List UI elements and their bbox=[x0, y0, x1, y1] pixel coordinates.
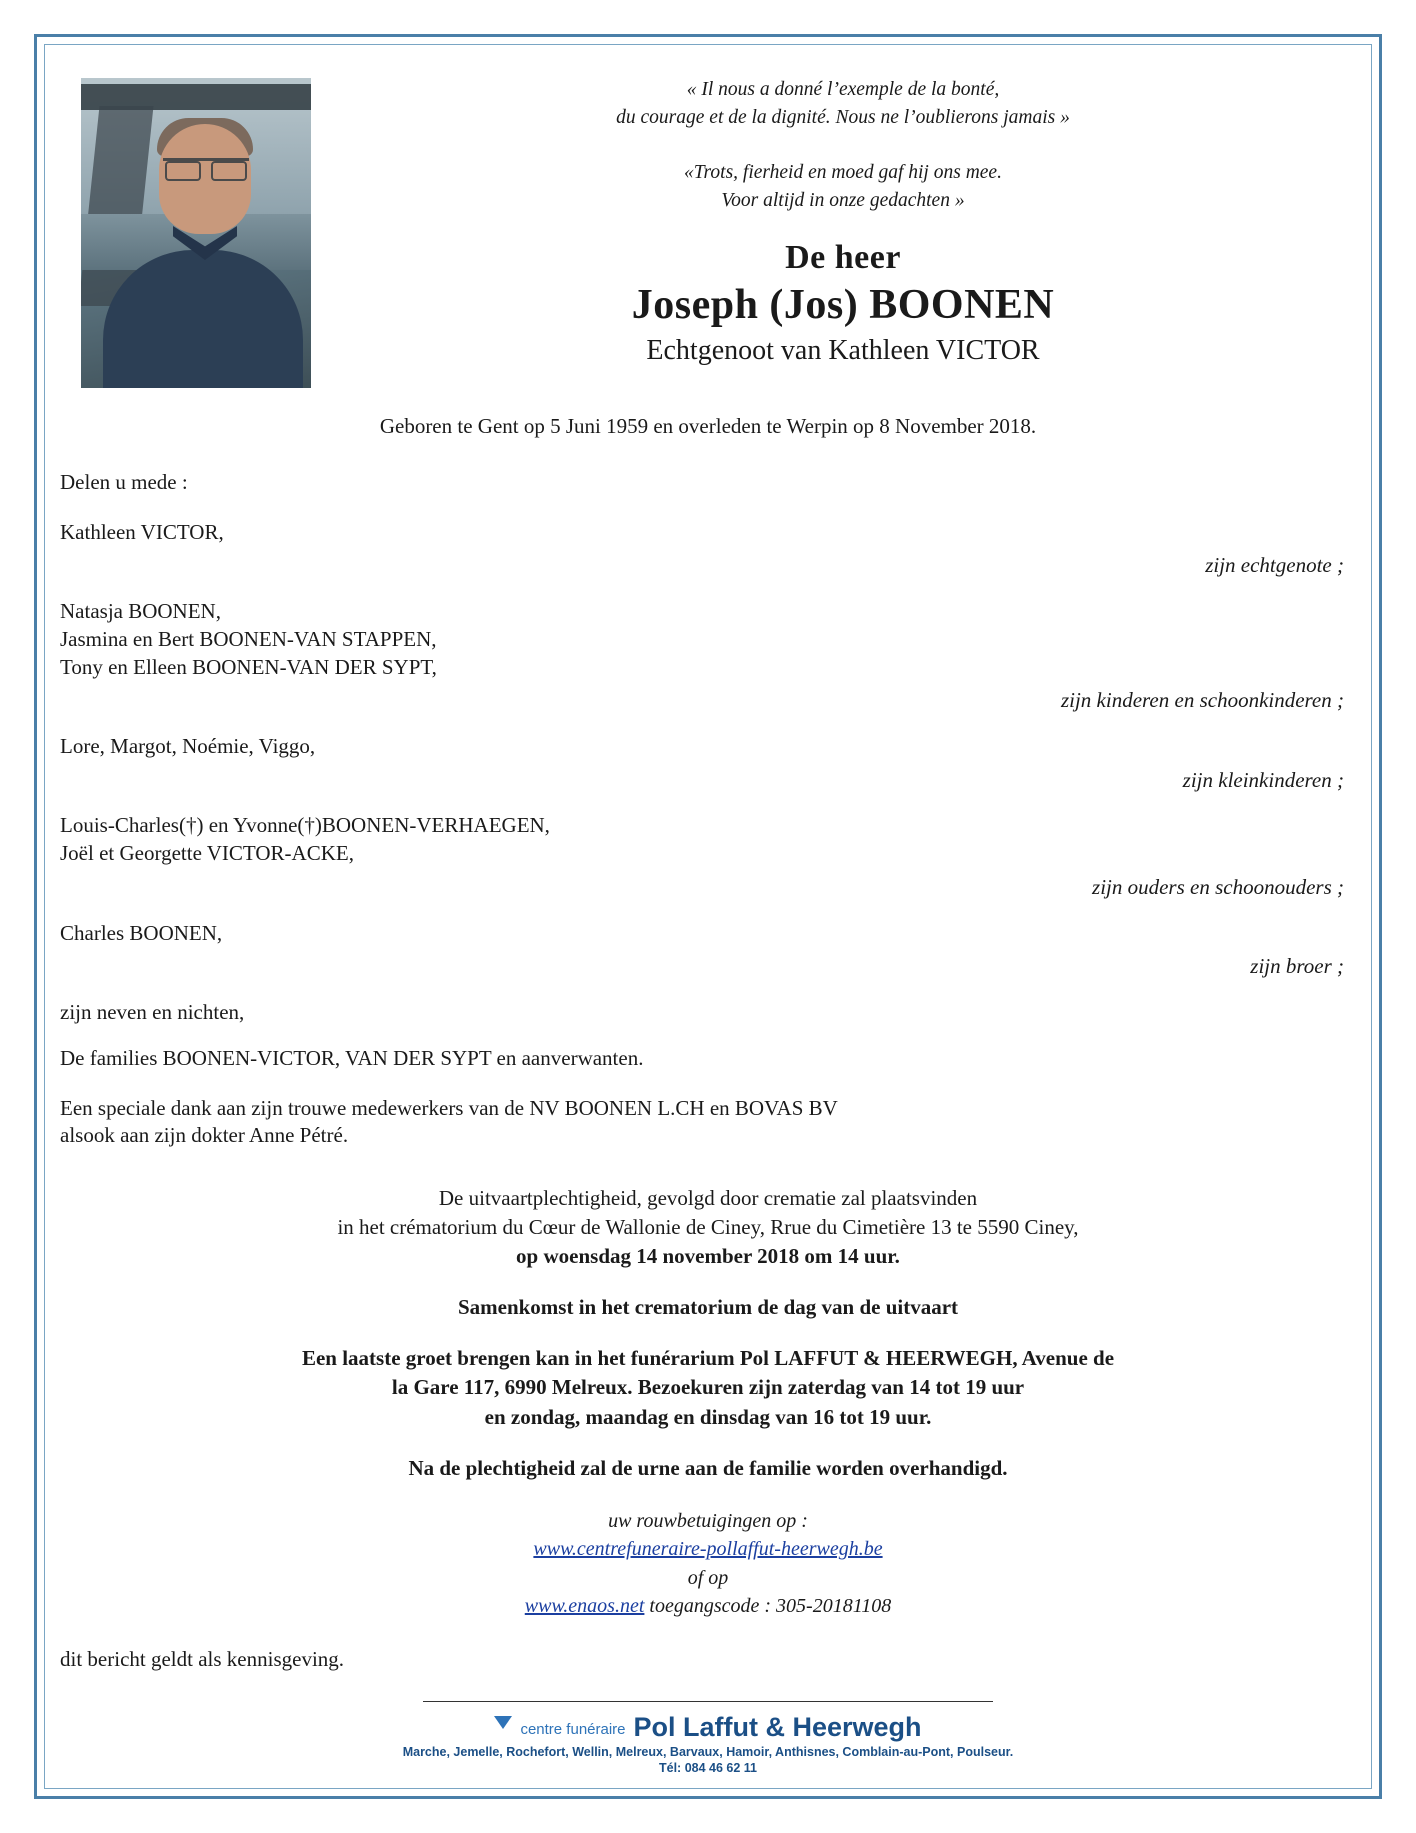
ceremony-line1: De uitvaartplechtigheid, gevolgd door crematie zal plaatsvinden bbox=[438, 1185, 978, 1210]
quotes-block bbox=[330, 58, 1356, 215]
quote-dutch-line1: «Trots, fierheid en moed gaf hij ons mee. bbox=[684, 161, 1002, 183]
visiting-hours-block bbox=[60, 1344, 1356, 1432]
thanks-line2: alsook aan zijn dokter Anne Pétré. bbox=[60, 1123, 349, 1148]
relative-role: zijn ouders en schoonouders ; bbox=[1092, 874, 1344, 899]
quote-dutch-line2: Voor altijd in onze gedachten » bbox=[721, 189, 965, 211]
portrait-photo bbox=[81, 78, 311, 388]
urn-line: Na de plechtigheid zal de urne aan de familie worden overhandigd. bbox=[408, 1456, 1008, 1481]
deceased-name: Joseph (Jos) BOONEN bbox=[631, 282, 1055, 329]
relative-group bbox=[60, 812, 1356, 901]
notice-line: dit bericht geldt als kennisgeving. bbox=[60, 1646, 345, 1671]
footer-towns: Marche, Jemelle, Rochefort, Wellin, Melreux, Barvaux, Hamoir, Anthisnes, Comblain-au-Pont, Poulseur. bbox=[402, 1745, 1014, 1759]
relative-name: Joël et Georgette VICTOR-ACKE, bbox=[60, 841, 354, 866]
relative-group bbox=[60, 598, 1356, 715]
footer-phone: Tél: 084 46 62 11 bbox=[659, 1761, 757, 1775]
announcement-intro: Delen u mede : bbox=[60, 470, 188, 494]
relative-role: zijn broer ; bbox=[1250, 954, 1344, 979]
relative-name: Kathleen VICTOR, bbox=[60, 519, 224, 544]
header-section bbox=[60, 58, 1356, 388]
logo-prefix: centre funéraire bbox=[520, 1721, 626, 1738]
condolences-connector: of op bbox=[687, 1566, 729, 1589]
relative-role: zijn echtgenote ; bbox=[1205, 553, 1344, 578]
quote-french-line1: « Il nous a donné l’exemple de la bonté, bbox=[686, 79, 1000, 100]
logo-brand: Pol Laffut & Heerwegh bbox=[633, 1712, 922, 1742]
quote-french-line2: du courage et de la dignité. Nous ne l’oublierons jamais » bbox=[616, 107, 1070, 129]
glasses-icon bbox=[163, 158, 249, 177]
relative-name: Lore, Margot, Noémie, Viggo, bbox=[60, 734, 316, 759]
nephews-line: zijn neven en nichten, bbox=[60, 1000, 245, 1025]
condolences-intro: uw rouwbetuigingen op : bbox=[608, 1510, 808, 1533]
visiting-line2: la Gare 117, 6990 Melreux. Bezoekuren zijn zaterdag van 14 tot 19 uur bbox=[391, 1375, 1025, 1400]
ceremony-line2: in het crématorium du Cœur de Wallonie de Ciney, Rrue du Cimetière 13 te 5590 Ciney, bbox=[337, 1214, 1079, 1239]
relative-role: zijn kleinkinderen ; bbox=[1182, 767, 1344, 792]
triangle-icon bbox=[494, 1716, 512, 1729]
condolences-block bbox=[60, 1507, 1356, 1621]
visiting-line1: Een laatste groet brengen kan in het funérarium Pol LAFFUT & HEERWEGH, Avenue de bbox=[301, 1345, 1115, 1370]
thanks-line1: Een speciale dank aan zijn trouwe medewerkers van de NV BOONEN L.CH en BOVAS BV bbox=[60, 1095, 838, 1120]
visiting-line3: en zondag, maandag en dinsdag van 16 tot 19 uur. bbox=[484, 1404, 932, 1429]
relative-role: zijn kinderen en schoonkinderen ; bbox=[1060, 688, 1344, 713]
relative-name: Tony en Elleen BOONEN-VAN DER SYPT, bbox=[60, 654, 437, 679]
relative-name: Jasmina en Bert BOONEN-VAN STAPPEN, bbox=[60, 626, 437, 651]
families-line: De families BOONEN-VICTOR, VAN DER SYPT en aanverwanten. bbox=[60, 1045, 644, 1070]
quote-dutch bbox=[330, 159, 1356, 216]
title-block bbox=[330, 239, 1356, 367]
condolences-link-funeraire[interactable]: www.centrefuneraire-pollaffut-heerwegh.be bbox=[533, 1538, 883, 1561]
birth-death-line: Geboren te Gent op 5 Juni 1959 en overleden te Werpin op 8 November 2018. bbox=[379, 414, 1037, 438]
relative-name: Natasja BOONEN, bbox=[60, 599, 221, 624]
relative-group bbox=[60, 733, 1356, 794]
condolences-link-enaos[interactable]: www.enaos.net bbox=[524, 1595, 645, 1618]
relative-group bbox=[60, 920, 1356, 981]
footer-section bbox=[60, 1701, 1356, 1775]
access-code: toegangscode : 305-20181108 bbox=[649, 1595, 892, 1618]
ceremony-datetime: op woensdag 14 november 2018 om 14 uur. bbox=[516, 1243, 900, 1268]
quote-french bbox=[330, 76, 1356, 133]
ceremony-block bbox=[60, 1184, 1356, 1271]
footer-divider bbox=[423, 1701, 993, 1702]
spouse-line: Echtgenoot van Kathleen VICTOR bbox=[646, 335, 1040, 367]
thanks-block bbox=[60, 1095, 1356, 1150]
funeral-home-logo bbox=[60, 1712, 1356, 1743]
gathering-line: Samenkomst in het crematorium de dag van de uitvaart bbox=[457, 1294, 959, 1319]
honorific: De heer bbox=[785, 239, 901, 277]
relative-name: Louis-Charles(†) en Yvonne(†)BOONEN-VERHAEGEN, bbox=[60, 813, 550, 838]
relative-name: Charles BOONEN, bbox=[60, 920, 223, 945]
relative-group bbox=[60, 519, 1356, 580]
card-content bbox=[60, 58, 1356, 1781]
announcement-section bbox=[60, 469, 1356, 1150]
